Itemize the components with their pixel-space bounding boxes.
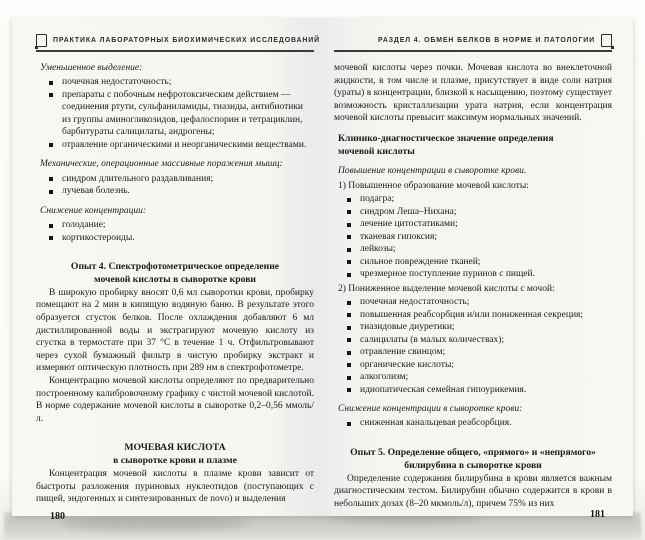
left-page-content	[36, 62, 314, 506]
bullet-icon	[347, 388, 351, 392]
list-item	[334, 359, 612, 372]
subsection-heading: Снижение концентрации в сыворотке крови:	[338, 404, 523, 415]
experiment-5-heading	[334, 447, 612, 473]
list-item-text: почечная недостаточность;	[360, 297, 470, 308]
right-page-number: 181	[590, 509, 605, 520]
list-item	[334, 371, 612, 384]
section-heading: Механические, операционные массивные поражения мышц:	[40, 159, 283, 170]
bullet-list	[334, 417, 612, 430]
running-head-title: РАЗДЕЛ 4. ОБМЕН БЕЛКОВ В НОРМЕ И ПАТОЛОГИИ	[377, 37, 595, 44]
list-item-text: идиопатическая семейная гипоурикемия.	[360, 384, 527, 395]
list-item	[36, 185, 314, 198]
list-item-text: голодание;	[62, 220, 106, 231]
list-item-text: отравление свинцом;	[360, 347, 446, 358]
list-item-text: лейкозы;	[360, 244, 396, 255]
list-item-text: почечная недостаточность;	[62, 77, 172, 88]
bullet-list	[36, 76, 314, 151]
bullet-icon	[347, 198, 351, 202]
list-item	[334, 384, 612, 397]
list-item-text: синдром Леша–Нихана;	[360, 206, 457, 217]
section-heading: Уменьшенное выделение:	[40, 63, 143, 73]
list-item	[334, 346, 612, 359]
list-item-text: синдром длительного раздавливания;	[62, 173, 214, 184]
bullet-icon	[49, 177, 53, 181]
list-item	[334, 417, 612, 430]
bullet-icon	[49, 143, 53, 147]
paragraph: Концентрация мочевой кислоты в плазме крови зависит от быстроты разложения пуриновых нуклеотидов (поступающих с пищей, эндогенных и синтезированных de novo) и выделения	[36, 468, 314, 505]
bullet-icon	[347, 326, 351, 330]
list-item-text: повышенная реабсорбция и/или пониженная секреция;	[360, 309, 584, 320]
list-item-text: кортикостероиды.	[62, 232, 135, 243]
bullet-list	[36, 173, 314, 198]
experiment-5-heading-line2: билирубина в сыворотке крови	[404, 459, 542, 471]
right-running-head	[334, 34, 612, 52]
page-marker-icon	[601, 34, 612, 47]
list-item-text: чрезмерное поступление пуринов с пищей.	[360, 269, 535, 280]
bullet-icon	[347, 313, 351, 317]
list-item	[36, 76, 314, 89]
list-item	[334, 321, 612, 334]
list-item	[334, 268, 612, 281]
list-item	[36, 173, 314, 186]
left-page-number: 180	[50, 511, 65, 522]
list-item-text: лучевая болезнь.	[62, 186, 130, 197]
bullet-icon	[347, 363, 351, 367]
bullet-icon	[347, 338, 351, 342]
clinical-significance-heading	[338, 133, 612, 158]
list-item-text: подагра;	[360, 194, 395, 205]
uric-acid-heading-line1: МОЧЕВАЯ КИСЛОТА	[124, 442, 226, 454]
experiment-4-heading-line2: мочевой кислоты в сыворотке крови	[93, 274, 257, 286]
bullet-icon	[347, 235, 351, 239]
bullet-icon	[347, 351, 351, 355]
experiment-4-heading-line1: Опыт 4. Спектрофотометрическое определение	[70, 261, 280, 273]
bullet-icon	[49, 93, 53, 97]
left-page	[36, 34, 320, 506]
list-item	[334, 193, 612, 206]
list-item-text: лечение цитостатиками;	[360, 219, 458, 230]
uric-acid-heading	[36, 442, 314, 468]
bullet-icon	[49, 190, 53, 194]
list-item	[334, 309, 612, 322]
list-item	[334, 243, 612, 256]
book-spread	[12, 18, 633, 522]
list-item	[334, 334, 612, 347]
right-page-content	[334, 62, 612, 510]
clinical-significance-line2: мочевой кислоты	[338, 145, 415, 157]
list-item-text: сильное повреждение тканей;	[360, 256, 481, 267]
subsection-heading: Повышение концентрации в сыворотке крови.	[338, 166, 527, 177]
list-item-text: отравление органическими и неорганическими веществами.	[62, 139, 307, 150]
section-heading: Снижение концентрации:	[40, 205, 147, 216]
list-item	[334, 296, 612, 309]
list-item	[36, 139, 314, 152]
page-marker-icon	[36, 34, 47, 47]
list-item-text: сниженная канальцевая реабсорбция.	[360, 418, 512, 429]
bullet-icon	[347, 210, 351, 214]
list-item	[36, 232, 314, 245]
running-head-title: ПРАКТИКА ЛАБОРАТОРНЫХ БИОХИМИЧЕСКИХ ИССЛЕДОВАНИЙ	[53, 37, 320, 44]
bullet-list	[334, 296, 612, 396]
left-running-head	[36, 34, 320, 52]
bullet-icon	[49, 81, 53, 85]
list-item	[334, 231, 612, 244]
bullet-icon	[347, 223, 351, 227]
experiment-5-heading-line1: Опыт 5. Определение общего, «прямого» и «непрямого»	[350, 446, 596, 458]
paragraph: В широкую пробирку вносят 0,6 мл сыворотки крови, пробирку помещают на 2 мин в кипящую водяную баню. В результате этого образуется сгусток белков. После охлаждения добавляют 6 мл дистиллированной воды и экстрагируют мочевую кислоту из сгустка в термостате при 37 °С в течение 1 ч. Отфильтровывают через сухой бумажный фильтр в чистую пробирку экстракт и измеряют оптическую плотность при 289 нм в спектрофотометре.	[36, 287, 314, 374]
bullet-icon	[347, 422, 351, 426]
uric-acid-heading-line2: в сыворотке крови и плазме	[113, 455, 237, 467]
right-page	[334, 34, 612, 510]
paragraph: Определение содержания билирубина в крови является важным диагностическим тестом. Билирубин обычно содержится в крови в небольших дозах (8–20 мкмоль/л), причем 75% из них	[334, 473, 612, 509]
list-item	[334, 206, 612, 219]
bullet-icon	[347, 273, 351, 277]
list-item-text: тканевая гипоксия;	[360, 231, 437, 242]
list-item	[334, 218, 612, 231]
bullet-icon	[347, 248, 351, 252]
bullet-icon	[347, 260, 351, 264]
list-item	[334, 256, 612, 269]
bullet-list	[334, 193, 612, 281]
list-item-text: органические кислоты;	[360, 359, 454, 370]
running-head-rule	[36, 50, 314, 52]
experiment-4-heading	[36, 261, 314, 287]
bullet-icon	[49, 236, 53, 240]
clinical-significance-line1: Клинико-диагностическое значение определения	[338, 132, 554, 144]
bullet-icon	[347, 376, 351, 380]
list-item-text: алкоголизм;	[360, 372, 409, 383]
list-item	[36, 219, 314, 232]
list-item-text: салицилаты (в малых количествах);	[360, 334, 505, 345]
scan-shadow-blob	[60, 516, 250, 530]
paragraph: мочевой кислоты через почки. Мочевая кислота во внеклеточной жидкости, в том числе и плазме, присутствует в виде соли натрия (ураты) в концентрации, близкой к насыщению, поэтому существует возможность кристаллизации урата натрия, если концентрация мочевой кислоты превысит максимум нормальных значений.	[334, 63, 613, 124]
bullet-icon	[49, 224, 53, 228]
list-item-text: препараты с побочным нефротоксическим действием — соединения ртути, сульфаниламиды, тиазиды, антибиотики из группы аминогликозидов, цефалоспорин и тетрациклин, барбитураты салицилаты, андрогены;	[62, 89, 304, 138]
running-head-rule	[334, 50, 612, 52]
bullet-icon	[347, 301, 351, 305]
bullet-list	[36, 219, 314, 244]
list-item	[36, 89, 314, 139]
list-item-text: тиазидовые диуретики;	[360, 322, 455, 333]
paragraph: Концентрацию мочевой кислоты определяют по предварительно построенному калибровочному графику с чистой мочевой кислотой. В норме содержание мочевой кислоты в сыворотке 0,2–0,56 ммоль/л.	[36, 375, 314, 424]
numbered-line: 2) Пониженное выделение мочевой кислоты с мочой:	[338, 283, 555, 294]
numbered-line: 1) Повышенное образование мочевой кислоты:	[338, 180, 529, 191]
